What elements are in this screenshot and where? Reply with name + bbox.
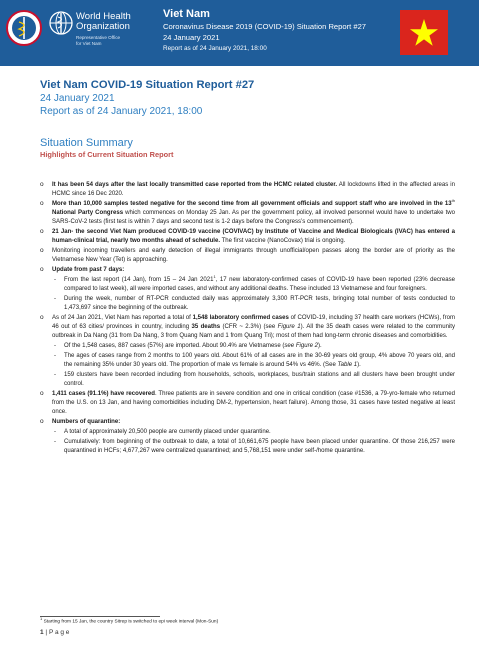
who-name [76,12,131,32]
header-text [163,8,366,54]
text: ). [318,342,322,349]
dash-marker: - [54,353,57,359]
text: The ages of cases range from 2 months to 100 years old. About 61% of all cases are in the 30-69 years old group, 4% above 70 years old, and the remaining 35% under 30 years old. The proportion of male vs female is around 54% vs 46%. (See [64,353,455,368]
dash-marker: - [54,342,57,349]
caduceus-emblem-icon [6,8,42,48]
vietnam-flag-icon [400,10,448,55]
text: Monitoring incoming travellers and early detection of illegal immigrants through unofficial/open passes along the border are of priority as the Vietnamese New Year (Tet) is approaching. [52,247,455,263]
text-bold: 35 deaths [191,323,221,330]
footnote-divider [40,616,160,617]
figure-ref: see Figure 2 [284,342,319,349]
bullet-marker: o [40,181,44,188]
footnote [40,616,219,626]
who-logo [48,10,154,56]
dash-marker: - [54,277,57,283]
text: of COVID-19, including 37 health care workers (HCWs), from 46 out of 63 cities/ provinces in country, including [52,315,455,330]
bullet-marker: o [40,227,44,235]
header-as-of: Report as of 24 January 2021, 18:00 [163,45,267,52]
header-report-title: Coronavirus Disease 2019 (COVID-19) Situation Report #27 [163,22,367,31]
who-office [76,35,120,46]
header-date: 24 January 2021 [163,33,220,42]
text-bold: 1,411 cases (91.1%) have recovered [52,391,155,397]
text-bold: It has been 54 days after the last locally transmitted case reported from the HCMC related cluster. [52,182,338,188]
text-bold: More than 10,000 samples tested negative for the second time from all government officials and support staff who are involved in the 13 [52,201,452,207]
report-header [0,0,479,66]
bullet-marker: o [40,417,44,425]
figure-ref: Figure 1 [277,323,301,330]
who-globe-icon [48,10,74,36]
text: . Three patients are in severe condition and one in critical condition (case #1536, a 79-yro-female who returned from the U.S. on 13 Jan, and having comorbidities including DM-2, hypertension, heart failure). Among those, 31 cases have tested negative at least once. [52,391,455,415]
dash-marker: - [54,372,57,378]
sub-list-item [40,428,455,437]
who-name-line1: World Health [76,11,131,22]
list-item [40,314,455,340]
text: As of 24 Jan 2021, Viet Nam has reported a total of [52,315,193,321]
highlights-list [40,181,455,457]
table-ref: Table 1 [337,361,358,368]
list-item [40,228,455,246]
sub-list-item [40,438,455,456]
sub-list-item [40,295,455,313]
page-number [40,629,69,636]
dash-marker: - [54,439,57,446]
sub-list-item [40,273,455,294]
text-bold: 1,548 laboratory confirmed cases [192,315,289,321]
text: All lockdowns lifted in the affected areas in HCMC since 16 Dec 2020. [52,182,456,197]
bullet-marker: o [40,390,44,397]
list-item [40,390,455,416]
bullet-marker: o [40,246,44,254]
footnote-text: Starting from 15 Jan, the country Sitrep is switched to epi week interval (Mon-Sun) [42,619,219,625]
bullet-marker: o [40,200,44,207]
text: 159 clusters have been recorded including from households, schools, workplaces, bus/train stations and all clusters have been brought under control. [64,372,455,387]
report-as-of: Report as of 24 January 2021, 18:00 [40,106,203,117]
report-date: 24 January 2021 [40,93,115,104]
section-subtitle: Highlights of Current Situation Report [40,150,174,159]
logo-block [4,6,154,60]
page-number-value: 1 [40,629,44,636]
text: The first vaccine (NanoCovax) trial is ongoing. [220,237,346,244]
dash-marker: - [54,296,57,302]
text: Of the 1,548 cases, 887 cases (57%) are imported. About 90.4% are Vietnamese ( [64,342,285,349]
footnote-number: 1 [40,616,43,621]
bullet-marker: o [40,314,44,321]
text: ). All the 35 death cases were related to the community outbreak in Da Nang (31 from Da Nang, 3 from Quang Nam and 1 from Quang Tri); most of them had long-term chronic diseases and comorbidities. [52,323,455,339]
text: (CFR ~ 2.3%) (see [220,323,278,330]
text: From the last report (14 Jan), from 15 – 24 Jan 2021 [64,277,214,283]
list-item [40,197,455,226]
text: ). [357,361,361,368]
sub-list-item [40,352,455,370]
text: Cumulatively: from beginning of the outbreak to date, a total of 10,661,675 people have been placed under quarantine. Of those 216,257 were quarantined in HCFs; 4,677,267 were centralized quarantined; and 5,768,151 were under self-/home quarantine. [64,439,455,454]
list-item [40,247,455,265]
text-bold: National Party Congress [52,209,124,216]
who-office-line2: for Viet Nam [76,40,102,46]
text: which commences on Monday 25 Jan. As per the government policy, all involved personnel would have to undertake two SARS-CoV-2 tests (first test is within 7 days and second test is 1-2 days before the Congress’s commencement). [52,209,455,225]
header-country: Viet Nam [163,8,210,20]
report-title-block [40,78,450,118]
list-item [40,266,455,275]
dash-marker: - [54,429,57,435]
text-bold: 21 Jan- the second Viet Nam produced COVID-19 vaccine (COVIVAC) by Institute of Vaccine and Medical Biologicals (IVAC) has entered a human-clinical trial, nearly two months ahead of schedule. [52,228,455,244]
page-separator: | [43,629,49,636]
text: A total of approximately 20,500 people are currently placed under quarantine. [64,429,271,435]
superscript: th [451,197,455,203]
footnote-ref: 1 [213,273,216,279]
page-title: Viet Nam COVID-19 Situation Report #27 [40,79,255,91]
section-title: Situation Summary [40,137,133,149]
list-item [40,181,455,199]
sub-list-item [40,342,455,351]
page-label: P a g e [48,629,70,636]
sub-list-item [40,371,455,389]
who-office-line1: Representative Office [76,35,121,40]
text: , 17 new laboratory-confirmed cases of COVID-19 have been reported (23% decrease compared to last week), all were imported cases, and without any additional deaths. These included 13 Vietnamese and four foreigners. [64,277,455,292]
who-name-line2: Organization [76,21,130,32]
text: During the week, number of RT-PCR conducted daily was approximately 3,300 RT-PCR tests, bringing total number of tests conducted to 1,473,697 since the beginning of the outbreak. [64,296,455,311]
bullet-marker: o [40,265,44,273]
list-item [40,418,455,427]
situation-summary-header [40,136,450,160]
text-bold: Update from past 7 days: [52,266,125,273]
text-bold: Numbers of quarantine: [52,418,121,425]
